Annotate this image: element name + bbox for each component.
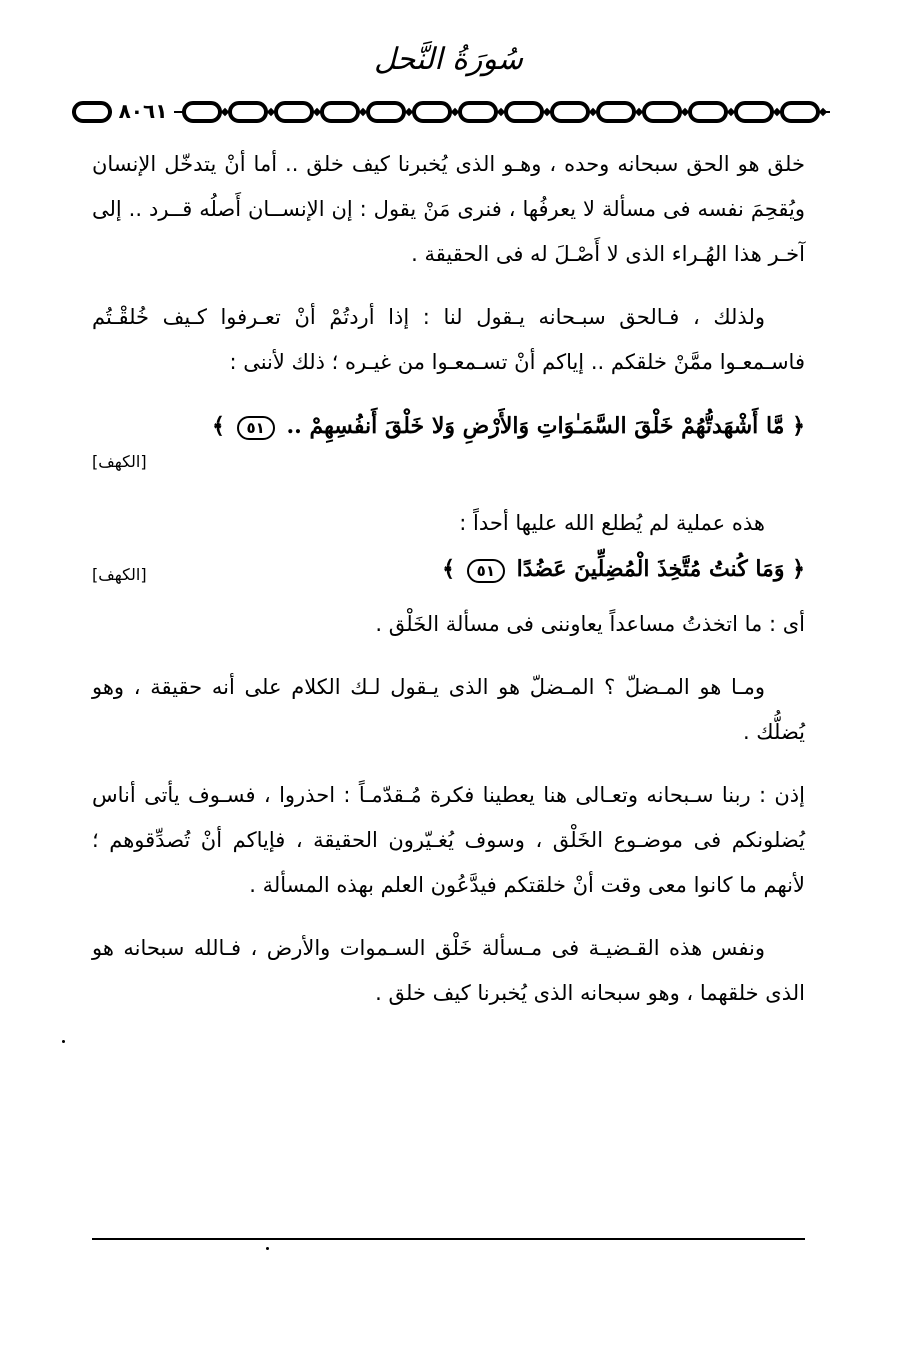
border-link (322, 103, 358, 121)
surah-title: سُورَةُ النَّحل (374, 42, 523, 77)
verse-2-close: ﴾ (442, 556, 455, 582)
paragraph-1: خلق هو الحق سبحانه وحده ، وهـو الذى يُخبرنا كيف خلق .. أما أنْ يتدخّل الإنسان ويُقحِمَ نفسه فى مسألة لا يعرفُها ، فنرى مَنْ يقول : إن الإنســان أَصلُه قــرد .. إلى آخـر هذا الهُـراء الذى لا أَصْـلَ له فى الحقيقة . (92, 152, 805, 266)
paragraph-2: ولذلك ، فـالحق سبـحانه يـقول لنا : إذا أردتُمْ أنْ تعـرفوا كـيف خُلقْـتُم فاسـمعـوا ممَّنْ خلقكم .. إياكم أنْ تسـمعـوا من غيـره ؛ ذلك لأننى : (92, 305, 805, 374)
border-diamond (773, 108, 781, 116)
footer-rule (92, 1238, 805, 1240)
quran-verse-1 (92, 403, 805, 449)
border-diamond (451, 108, 459, 116)
border-link (414, 103, 450, 121)
speck (62, 1040, 65, 1043)
verse-1-source: [الكهف] (92, 452, 147, 471)
verse-2-source: [الكهف] (92, 565, 147, 584)
border-link (460, 103, 496, 121)
border-diamond (313, 108, 321, 116)
border-link (598, 103, 634, 121)
verse-1-text: ﴿ مَّا أَشْهَدتُّهُمْ خَلْقَ السَّمَـٰوَاتِ وَالأَرْضِ وَلا خَلْقَ أَنفُسِهِمْ .. (286, 413, 805, 439)
border-diamond (267, 108, 275, 116)
border-link (644, 103, 680, 121)
paragraph-5: ومـا هو المـضلّ ؟ المـضلّ هو الذى يـقول لـك الكلام على أنه حقيقة ، وهو يُضلُّك . (92, 675, 805, 744)
border-link (276, 103, 312, 121)
border-diamond (727, 108, 735, 116)
border-link (506, 103, 542, 121)
paragraph-6: إذن : ربنا سـبحانه وتعـالى هنا يعطينا فكرة مُـقدّمـاً : احذروا ، فسـوف يأتى أناس يُضلونكم فى موضـوع الخَلْق ، وسوف يُغـيّرون الحقيقة ، فإياكم أنْ تُصدِّقوهم ؛ لأنهم ما كانوا معى وقت أنْ خلقتكم فيدَّعُون العلم بهذه المسألة . (92, 783, 805, 897)
paragraph-4: أى : ما اتخذتُ مساعداً يعاوننى فى مسألة الخَلْق . (375, 612, 805, 636)
main-text (92, 142, 805, 1034)
border-diamond (405, 108, 413, 116)
border-link (736, 103, 772, 121)
border-link (230, 103, 266, 121)
border-link (782, 103, 818, 121)
verse-1-number: ٥١ (237, 416, 275, 440)
border-diamond (589, 108, 597, 116)
border-link (552, 103, 588, 121)
border-diamond (681, 108, 689, 116)
border-link (368, 103, 404, 121)
border-diamond (635, 108, 643, 116)
verse-1-close: ﴾ (211, 413, 225, 439)
border-diamond (359, 108, 367, 116)
border-diamond (543, 108, 551, 116)
border-link (74, 103, 110, 121)
verse-2-number: ٥١ (467, 559, 505, 583)
page-number: ٨٠٦١ (112, 96, 174, 126)
border-link (690, 103, 726, 121)
border-link (184, 103, 220, 121)
verse-2-text: ﴿ وَمَا كُنتُ مُتَّخِذَ الْمُضِلِّينَ عَضُدًا (516, 556, 805, 582)
ornamental-header-border (72, 98, 830, 126)
border-diamond (221, 108, 229, 116)
paragraph-7: ونفس هذه القـضيـة فى مـسألة خَلْق السـموات والأرض ، فـالله سبحانه هو الذى خلقهما ، وهو سبحانه الذى يُخبرنا كيف خلق . (92, 936, 805, 1005)
quran-verse-2 (92, 546, 805, 592)
speck (266, 1247, 269, 1250)
paragraph-3: هذه عملية لم يُطلع الله عليها أحداً : (459, 511, 765, 535)
border-diamond (819, 108, 827, 116)
border-diamond (497, 108, 505, 116)
verse-2-row (92, 546, 805, 592)
